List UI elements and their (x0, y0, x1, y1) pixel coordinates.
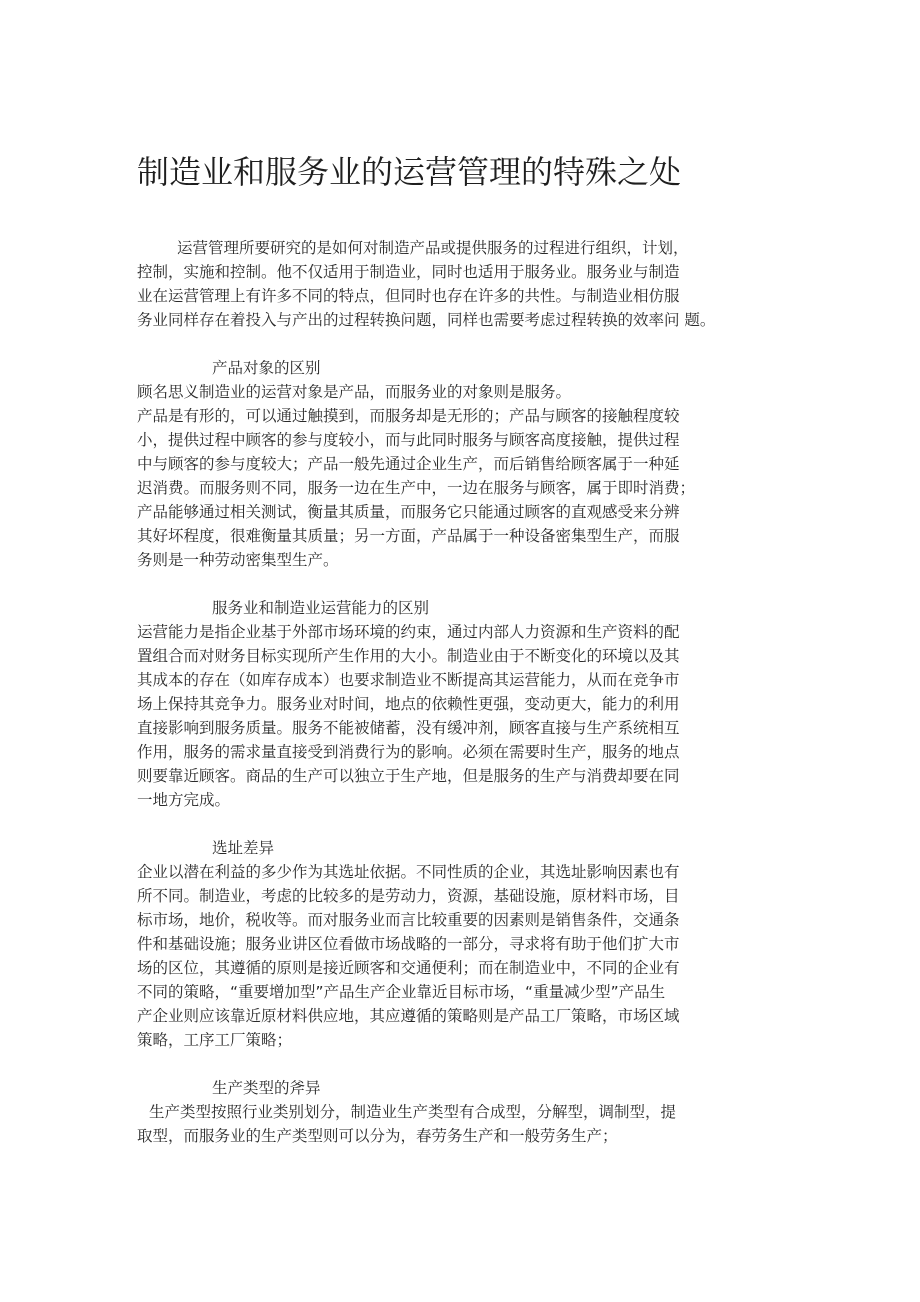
paragraph-line: 务业同样存在着投入与产出的过程转换问题，同样也需要考虑过程转换的效率问 题。 (137, 311, 716, 329)
section-body (137, 1100, 777, 1148)
section-heading: 产品对象的区别 (212, 359, 321, 377)
paragraph-line: 不同的策略，“重要增加型”产品生产企业靠近目标市场，“重量减少型”产品生 (137, 983, 666, 1001)
paragraph-line: 置组合而对财务目标实现所产生作用的大小。制造业由于不断变化的环境以及其 (137, 647, 680, 665)
paragraph-line: 场的区位，其遵循的原则是接近顾客和交通便利；而在制造业中，不同的企业有 (137, 959, 680, 977)
paragraph-line: 标市场，地价，税收等。而对服务业而言比较重要的因素则是销售条件，交通条 (137, 911, 680, 929)
section-heading: 选址差异 (212, 839, 275, 857)
paragraph-line: 产品能够通过相关测试，衡量其质量，而服务它只能通过顾客的直观感受来分辨 (137, 503, 680, 521)
paragraph-line: 中与顾客的参与度较大；产品一般先通过企业生产，而后销售给顾客属于一种延 (137, 455, 680, 473)
paragraph-line: 顾名思义制造业的运营对象是产品，而服务业的对象则是服务。 (137, 383, 572, 401)
paragraph-line: 件和基础设施；服务业讲区位看做市场战略的一部分，寻求将有助于他们扩大市 (137, 935, 680, 953)
paragraph-line: 小，提供过程中顾客的参与度较小，而与此同时服务与顾客高度接触，提供过程 (137, 431, 680, 449)
paragraph-line: 企业以潜在利益的多少作为其选址依据。不同性质的企业，其选址影响因素也有 (137, 863, 680, 881)
page-title: 制造业和服务业的运营管理的特殊之处 (137, 153, 682, 191)
paragraph-line: 策略，工序工厂策略； (137, 1031, 293, 1049)
paragraph-line: 一地方完成。 (137, 791, 231, 809)
intro-paragraph (137, 236, 777, 332)
section-body (137, 380, 777, 572)
paragraph-line: 运营能力是指企业基于外部市场环境的约束，通过内部人力资源和生产资料的配 (137, 623, 680, 641)
paragraph-line: 场上保持其竞争力。服务业对时间，地点的依赖性更强，变动更大，能力的利用 (137, 695, 680, 713)
paragraph-line: 产企业则应该靠近原材料供应地，其应遵循的策略则是产品工厂策略，市场区域 (137, 1007, 680, 1025)
section-body (137, 620, 777, 812)
paragraph-line: 生产类型按照行业类别划分，制造业生产类型有合成型，分解型，调制型，提 (149, 1103, 677, 1121)
paragraph-line: 控制，实施和控制。他不仅适用于制造业，同时也适用于服务业。服务业与制造 (137, 263, 680, 281)
paragraph-line: 迟消费。而服务则不同，服务一边在生产中，一边在服务与顾客，属于即时消费； (137, 479, 696, 497)
paragraph-line: 则要靠近顾客。商品的生产可以独立于生产地，但是服务的生产与消费却要在同 (137, 767, 680, 785)
paragraph-line: 其好坏程度，很难衡量其质量；另一方面，产品属于一种设备密集型生产，而服 (137, 527, 680, 545)
section-body (137, 860, 777, 1052)
paragraph-line: 运营管理所要研究的是如何对制造产品或提供服务的过程进行组织，计划， (177, 239, 689, 257)
paragraph-line: 务则是一种劳动密集型生产。 (137, 551, 339, 569)
paragraph-line: 直接影响到服务质量。服务不能被储蓄，没有缓冲剂，顾客直接与生产系统相互 (137, 719, 680, 737)
paragraph-line: 其成本的存在（如库存成本）也要求制造业不断提高其运营能力，从而在竞争市 (137, 671, 680, 689)
paragraph-line: 业在运营管理上有许多不同的特点，但同时也存在许多的共性。与制造业相仿服 (137, 287, 680, 305)
section-heading: 服务业和制造业运营能力的区别 (212, 599, 430, 617)
paragraph-line: 作用，服务的需求量直接受到消费行为的影响。必须在需要时生产，服务的地点 (137, 743, 680, 761)
paragraph-line: 所不同。制造业，考虑的比较多的是劳动力，资源，基础设施，原材料市场，目 (137, 887, 680, 905)
paragraph-line: 产品是有形的，可以通过触摸到，而服务却是无形的；产品与顾客的接触程度较 (137, 407, 680, 425)
paragraph-line: 取型，而服务业的生产类型则可以分为，春劳务生产和一般劳务生产； (137, 1127, 618, 1145)
section-heading: 生产类型的斧异 (212, 1079, 321, 1097)
